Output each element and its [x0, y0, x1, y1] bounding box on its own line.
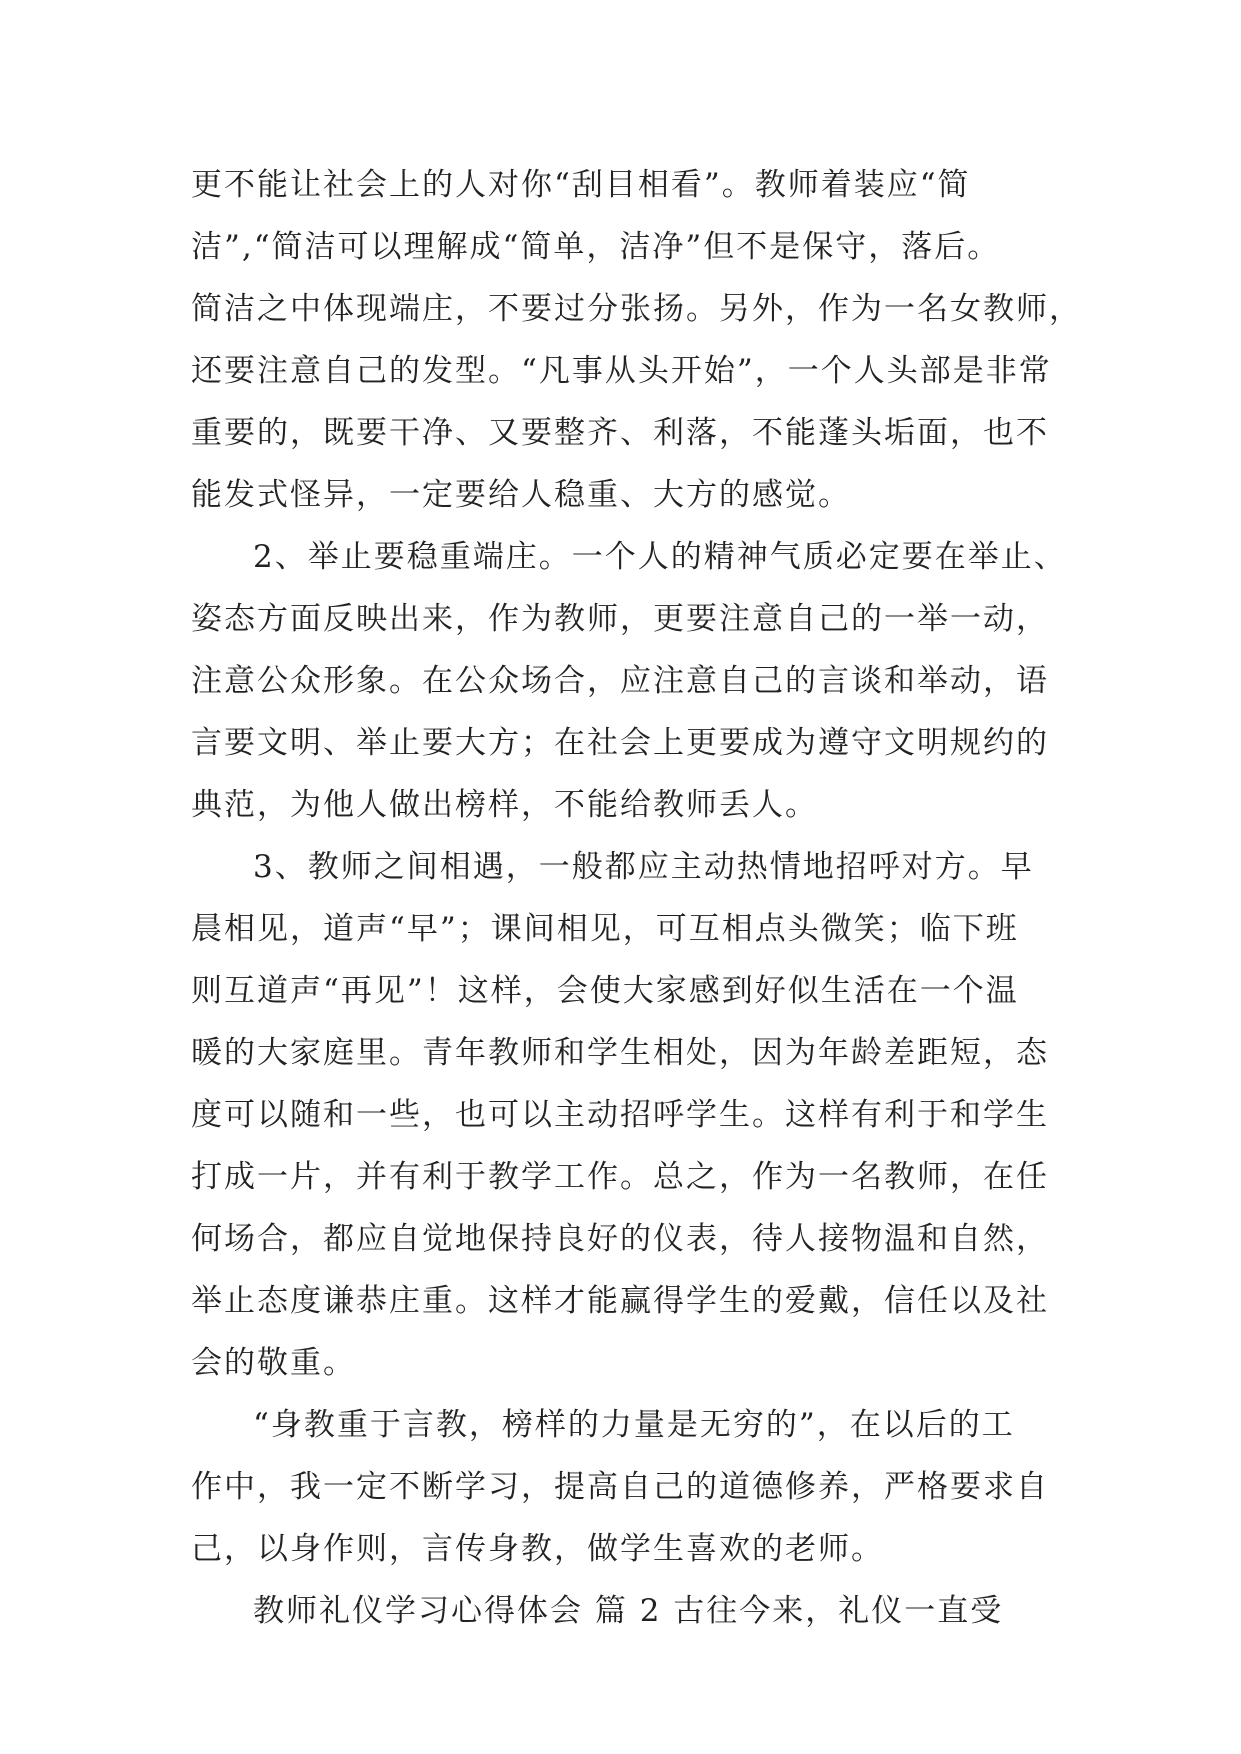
text-line: 打成一片，并有利于教学工作。总之，作为一名教师，在任 [191, 1159, 1049, 1195]
text-line: 还要注意自己的发型。“凡事从头开始”，一个人头部是非常 [191, 353, 1052, 389]
text-line: 重要的，既要干净、又要整齐、利落，不能蓬头垢面，也不 [191, 415, 1049, 451]
text-line: 作中，我一定不断学习，提高自己的道德修养，严格要求自 [191, 1469, 1049, 1505]
text-line: 洁”,“简洁可以理解成“简单，洁净”但不是保守，落后。 [191, 229, 1001, 265]
text-line: 能发式怪异，一定要给人稳重、大方的感觉。 [191, 477, 851, 513]
text-line: 则互道声“再见”！这样，会使大家感到好似生活在一个温 [191, 973, 1019, 1009]
section-heading-line: 教师礼仪学习心得体会 篇 2 古往今来，礼仪一直受 [253, 1593, 1004, 1629]
text-line: 典范，为他人做出榜样，不能给教师丢人。 [191, 787, 818, 823]
paragraph-start-line: 3、教师之间相遇，一般都应主动热情地招呼对方。早 [253, 849, 1034, 885]
text-line: 举止态度谦恭庄重。这样才能赢得学生的爱戴，信任以及社 [191, 1283, 1049, 1319]
paragraph-start-line: 2、举止要稳重端庄。一个人的精神气质必定要在举止、 [253, 539, 1067, 575]
text-line: 更不能让社会上的人对你“刮目相看”。教师着装应“简 [191, 167, 971, 203]
text-line: 言要文明、举止要大方；在社会上更要成为遵守文明规约的 [191, 725, 1049, 761]
text-line: 何场合，都应自觉地保持良好的仪表，待人接物温和自然， [191, 1221, 1049, 1257]
text-line: 晨相见，道声“早”；课间相见，可互相点头微笑；临下班 [191, 911, 1019, 947]
text-line: 姿态方面反映出来，作为教师，更要注意自己的一举一动， [191, 601, 1049, 637]
text-line: 度可以随和一些，也可以主动招呼学生。这样有利于和学生 [191, 1097, 1049, 1133]
text-line: 简洁之中体现端庄，不要过分张扬。另外，作为一名女教师， [191, 291, 1082, 327]
body-text [191, 154, 1082, 1642]
text-line: 己，以身作则，言传身教，做学生喜欢的老师。 [191, 1531, 884, 1567]
text-line: 注意公众形象。在公众场合，应注意自己的言谈和举动，语 [191, 663, 1049, 699]
text-line: 暖的大家庭里。青年教师和学生相处，因为年龄差距短，态 [191, 1035, 1049, 1071]
text-line: 会的敬重。 [191, 1345, 356, 1381]
paragraph-start-line: “身教重于言教，榜样的力量是无穷的”，在以后的工 [253, 1407, 1015, 1443]
